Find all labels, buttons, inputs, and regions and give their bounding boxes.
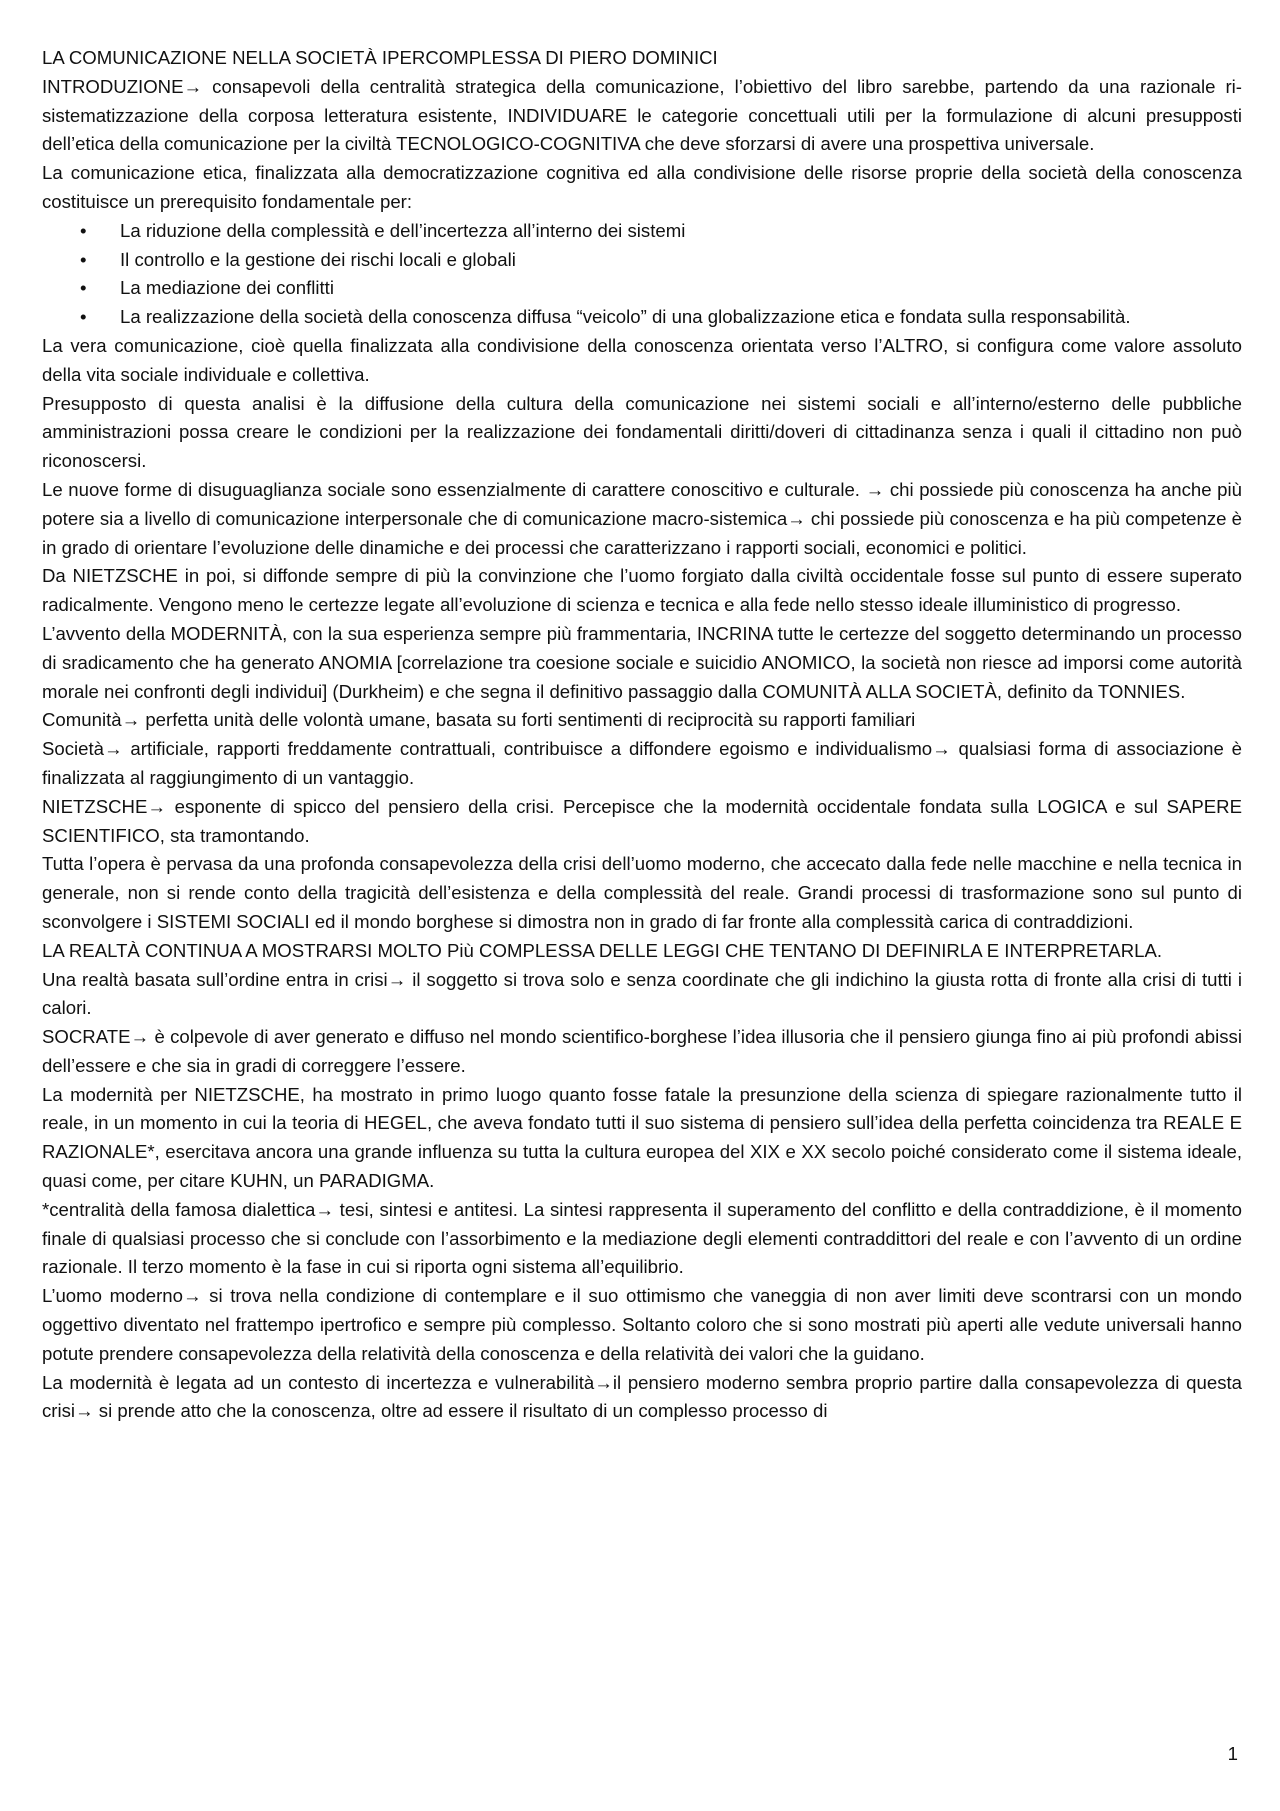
list-item-text: La realizzazione della società della conoscenza diffusa “veicolo” di una globalizzazione etica e fondata sulla responsabilità. (120, 306, 1131, 328)
list-item-text: La riduzione della complessità e dell’incertezza all’interno dei sistemi (120, 219, 686, 241)
paragraph: Una realtà basata sull’ordine entra in crisi→ il soggetto si trova solo e senza coordinate che gli indichino la giusta rotta di fronte alla crisi di tutti i calori. (42, 968, 1242, 1019)
list-item-text: Il controllo e la gestione dei rischi locali e globali (120, 248, 516, 270)
list-item (80, 217, 1242, 246)
bullet-icon: • (80, 219, 87, 241)
document-title: LA COMUNICAZIONE NELLA SOCIETÀ IPERCOMPLESSA DI PIERO DOMINICI (42, 47, 718, 68)
list-item (80, 246, 1242, 275)
paragraph: Tutta l’opera è pervasa da una profonda consapevolezza della crisi dell’uomo moderno, che accecato dalla fede nelle macchine e nella tecnica in generale, non si rende conto della tragicità dell’esistenza e della complessità del reale. Grandi processi di trasformazione sono sul punto di sconvolgere i SISTEMI SOCIALI ed il mondo borghese si dimostra non in grado di far fronte alla complessità carica di contraddizioni. (42, 853, 1242, 932)
bullet-list (42, 217, 1242, 332)
list-item (80, 274, 1242, 303)
bullet-icon: • (80, 248, 87, 270)
page-number: 1 (1227, 1743, 1238, 1764)
document-page (42, 44, 1242, 1426)
paragraph: La modernità è legata ad un contesto di incertezza e vulnerabilità→il pensiero moderno sembra proprio partire dalla consapevolezza di questa crisi→ si prende atto che la conoscenza, oltre ad essere il risultato di un complesso processo di (42, 1371, 1242, 1422)
list-item (80, 303, 1242, 332)
paragraph: Presupposto di questa analisi è la diffusione della cultura della comunicazione nei sistemi sociali e all’interno/esterno delle pubbliche amministrazioni possa creare le condizioni per la realizzazione dei fondamentali diritti/doveri di cittadinanza senza i quali il cittadino non può riconoscersi. (42, 392, 1242, 472)
paragraph: Società→ artificiale, rapporti freddamente contrattuali, contribuisce a diffondere egoismo e individualismo→ qualsiasi forma di associazione è finalizzata al raggiungimento di un vantaggio. (42, 738, 1242, 788)
paragraph: L’avvento della MODERNITÀ, con la sua esperienza sempre più frammentaria, INCRINA tutte le certezze del soggetto determinando un processo di sradicamento che ha generato ANOMIA [correlazione tra coesione sociale e suicidio ANOMICO, la società non riesce ad imporsi come autorità morale nei confronti degli individui] (Durkheim) e che segna il definitivo passaggio dalla COMUNITÀ ALLA SOCIETÀ, definito da TONNIES. (42, 622, 1242, 702)
paragraph: L’uomo moderno→ si trova nella condizione di contemplare e il suo ottimismo che vaneggia di non aver limiti deve scontrarsi con un mondo oggettivo diventato nel frattempo ipertrofico e sempre più complesso. Soltanto coloro che si sono mostrati più aperti alle vedute universali hanno potute prendere consapevolezza della relatività della conoscenza e della relatività dei valori che la guidano. (42, 1285, 1242, 1364)
paragraph: SOCRATE→ è colpevole di aver generato e diffuso nel mondo scientifico-borghese l’idea illusoria che il pensiero giunga fino ai più profondi abissi dell’essere e che sia in gradi di correggere l’essere. (42, 1026, 1242, 1076)
list-item-text: La mediazione dei conflitti (120, 277, 334, 299)
paragraph: Le nuove forme di disuguaglianza sociale sono essenzialmente di carattere conoscitivo e culturale. → chi possiede più conoscenza ha anche più potere sia a livello di comunicazione interpersonale che di comunicazione macro-sistemica→ chi possiede più conoscenza e ha più competenze è in grado di orientare l’evoluzione delle dinamiche e dei processi che caratterizzano i rapporti sociali, economici e politici. (42, 478, 1242, 558)
paragraph: Da NIETZSCHE in poi, si diffonde sempre di più la convinzione che l’uomo forgiato dalla civiltà occidentale fosse sul punto di essere superato radicalmente. Vengono meno le certezze legate all’evoluzione di scienza e tecnica e alla fede nello stesso ideale illuministico di progresso. (42, 565, 1242, 616)
bullet-icon: • (80, 306, 87, 328)
bullet-icon: • (80, 277, 87, 299)
paragraph-ethics: La comunicazione etica, finalizzata alla democratizzazione cognitiva ed alla condivisione delle risorse proprie della società della conoscenza costituisce un prerequisito fondamentale per: (42, 162, 1242, 212)
intro-paragraph: INTRODUZIONE→ consapevoli della centralità strategica della comunicazione, l’obiettivo del libro sarebbe, partendo da una razionale ri-sistematizzazione della corposa letteratura esistente, INDIVIDUARE le categorie concettuali utili per la formulazione di alcuni presupposti dell’etica della comunicazione per la civiltà TECNOLOGICO-COGNITIVA che deve sforzarsi di avere una prospettiva universale. (42, 75, 1242, 155)
paragraph: *centralità della famosa dialettica→ tesi, sintesi e antitesi. La sintesi rappresenta il superamento del conflitto e della contraddizione, è il momento finale di qualsiasi processo che si conclude con l’assorbimento e la mediazione degli elementi contraddittori del reale e con l’avvento di un ordine razionale. Il terzo momento è la fase in cui si riporta ogni sistema all’equilibrio. (42, 1198, 1242, 1278)
paragraph: NIETZSCHE→ esponente di spicco del pensiero della crisi. Percepisce che la modernità occidentale fondata sulla LOGICA e sul SAPERE SCIENTIFICO, sta tramontando. (42, 795, 1242, 846)
paragraph: Comunità→ perfetta unità delle volontà umane, basata su forti sentimenti di reciprocità su rapporti familiari (42, 709, 916, 731)
paragraph: LA REALTÀ CONTINUA A MOSTRARSI MOLTO Più COMPLESSA DELLE LEGGI CHE TENTANO DI DEFINIRLA E INTERPRETARLA. (42, 939, 1163, 961)
paragraph: La vera comunicazione, cioè quella finalizzata alla condivisione della conoscenza orientata verso l’ALTRO, si configura come valore assoluto della vita sociale individuale e collettiva. (42, 334, 1242, 385)
paragraph: La modernità per NIETZSCHE, ha mostrato in primo luogo quanto fosse fatale la presunzione della scienza di spiegare razionalmente tutto il reale, in un momento in cui la teoria di HEGEL, che aveva fondato tutti il suo sistema di pensiero sull’idea della perfetta coincidenza tra REALE E RAZIONALE*, esercitava ancora una grande influenza su tutta la cultura europea del XIX e XX secolo poiché considerato come il sistema ideale, quasi come, per citare KUHN, un PARADIGMA. (42, 1083, 1242, 1192)
